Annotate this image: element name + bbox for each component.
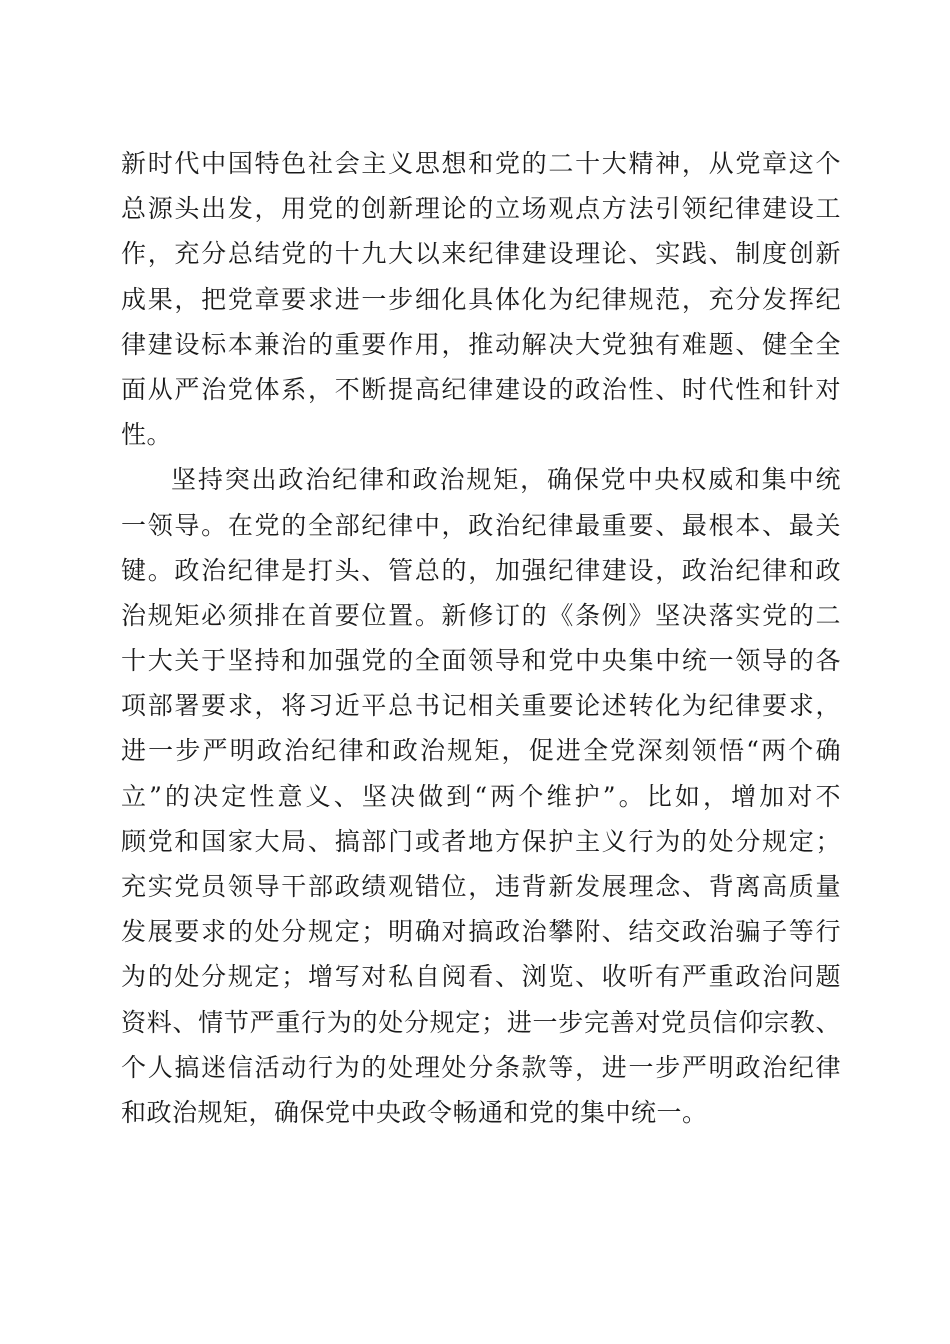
text-line: 成果，把党章要求进一步细化具体化为纪律规范，充分发挥纪 [121,284,841,314]
text-line: 治规矩必须排在首要位置。新修订的《条例》坚决落实党的二 [121,600,841,630]
text-line: 坚持突出政治纪律和政治规矩，确保党中央权威和集中统 [171,465,841,495]
body-text [121,141,841,1135]
text-line: 总源头出发，用党的创新理论的立场观点方法引领纪律建设工 [121,194,841,224]
text-line: 面从严治党体系，不断提高纪律建设的政治性、时代性和针对 [121,374,841,404]
text-line: 项部署要求，将习近平总书记相关重要论述转化为纪律要求， [121,691,841,721]
text-line: 和政治规矩，确保党中央政令畅通和党的集中统一。 [121,1097,708,1127]
text-line: 键。政治纪律是打头、管总的，加强纪律建设，政治纪律和政 [121,555,841,585]
text-line: 资料、情节严重行为的处分规定；进一步完善对党员信仰宗教、 [121,1007,841,1037]
text-line: 性。 [121,420,173,450]
text-line: 顾党和国家大局、搞部门或者地方保护主义行为的处分规定； [121,826,841,856]
text-line: 一领导。在党的全部纪律中，政治纪律最重要、最根本、最关 [121,510,841,540]
text-line: 律建设标本兼治的重要作用，推动解决大党独有难题、健全全 [121,329,841,359]
text-line: 新时代中国特色社会主义思想和党的二十大精神，从党章这个 [121,149,841,178]
text-line: 进一步严明政治纪律和政治规矩，促进全党深刻领悟“两个确 [121,736,841,766]
text-line: 充实党员领导干部政绩观错位，违背新发展理念、背离高质量 [121,872,841,901]
text-line: 个人搞迷信活动行为的处理处分条款等，进一步严明政治纪律 [121,1052,841,1082]
text-line: 立”的决定性意义、坚决做到“两个维护”。比如，增加对不 [121,781,841,811]
text-line: 作，充分总结党的十九大以来纪律建设理论、实践、制度创新 [121,239,841,269]
text-line: 十大关于坚持和加强党的全面领导和党中央集中统一领导的各 [121,646,841,676]
text-line: 发展要求的处分规定；明确对搞政治攀附、结交政治骗子等行 [121,917,841,947]
text-line: 为的处分规定；增写对私自阅看、浏览、收听有严重政治问题 [121,962,841,992]
